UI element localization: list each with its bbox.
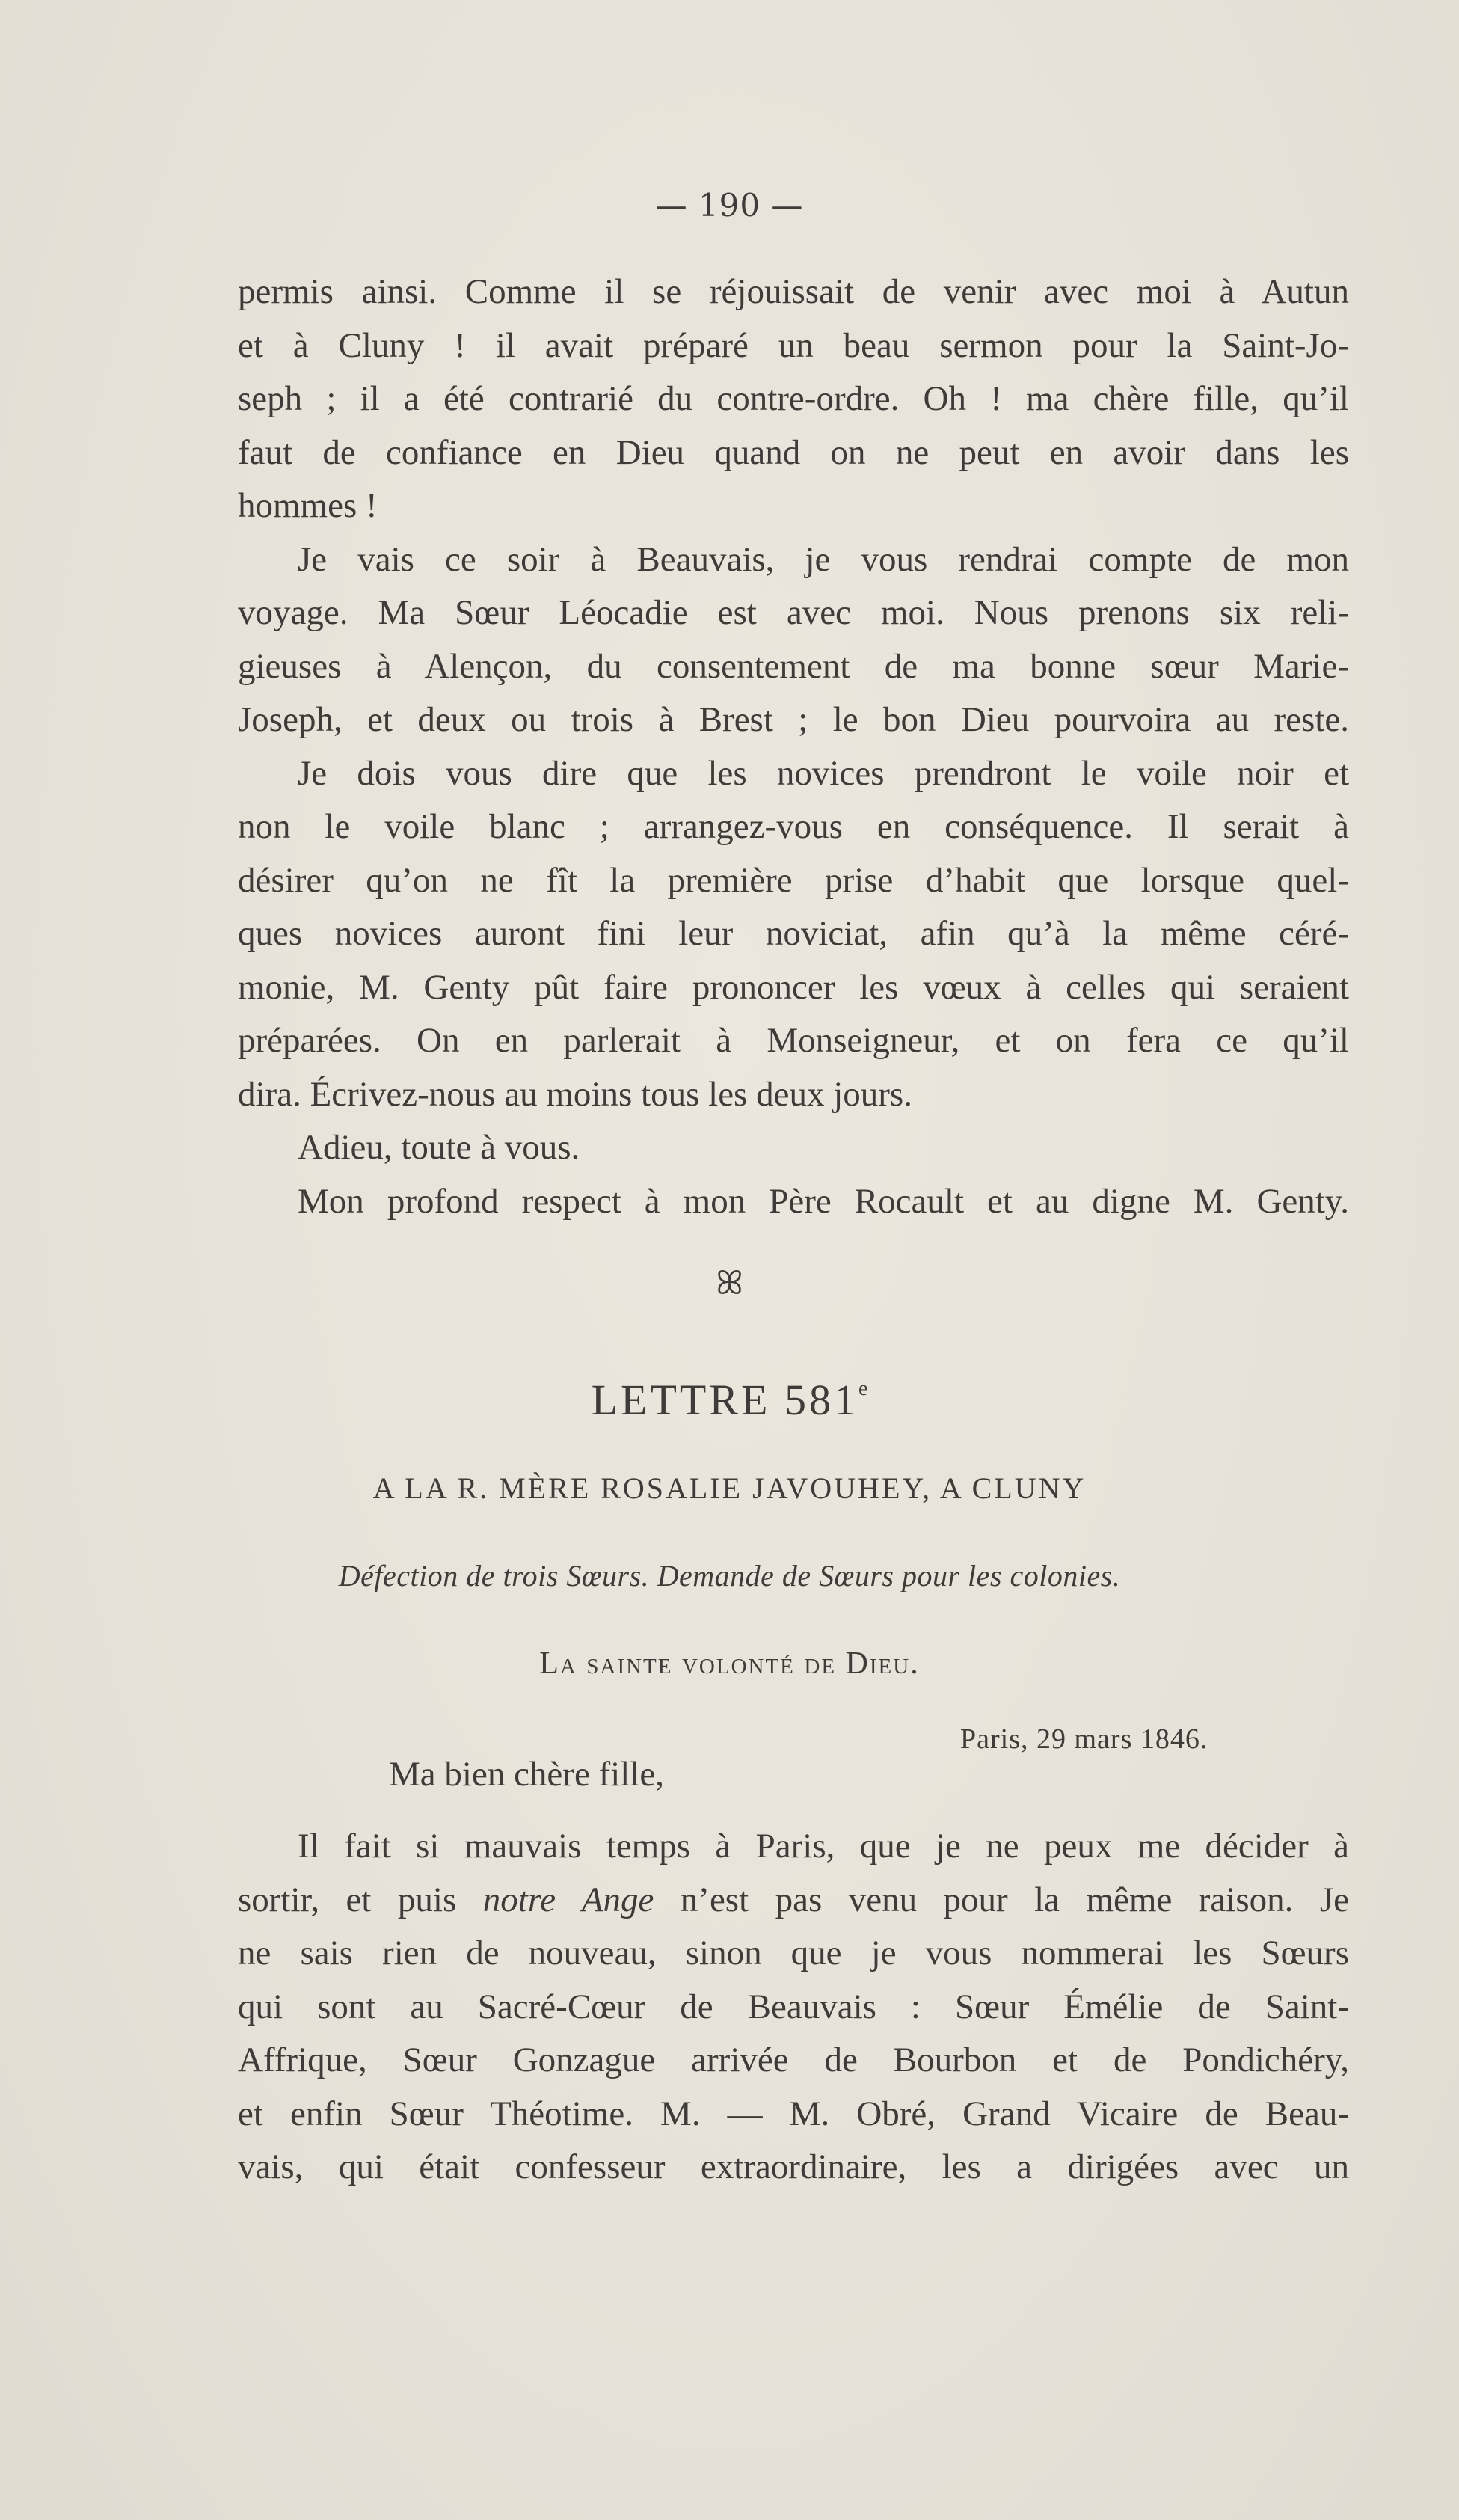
continued-letter-text (238, 266, 1349, 1228)
text-line: Mon profond respect à mon Père Rocault et au digne M. Genty. (298, 1181, 1349, 1221)
text-line-mixed (238, 1874, 1349, 1928)
text-line: non le voile blanc ; arrangez-vous en conséquence. Il serait à (238, 807, 1349, 846)
letter-title-text: LETTRE 581 (591, 1376, 858, 1424)
text-line: Je dois vous dire que les novices prendront le voile noir et (298, 753, 1349, 793)
fleuron-ornament-icon: ꕤ (716, 1264, 743, 1302)
text-line: seph ; il a été contrarié du contre-ordre. Oh ! ma chère fille, qu’il (238, 379, 1349, 418)
text-line: désirer qu’on ne fît la première prise d’habit que lorsque quel- (238, 860, 1349, 900)
text-line: faut de confiance en Dieu quand on ne peut en avoir dans les (238, 432, 1349, 472)
text-line: dira. Écrivez-nous au moins tous les deux jours. (238, 1074, 912, 1114)
text-fragment: n’est pas venu pour la même raison. Je (680, 1880, 1349, 1919)
text-line: voyage. Ma Sœur Léocadie est avec moi. Nous prenons six reli- (238, 593, 1349, 632)
text-line: Adieu, toute à vous. (298, 1128, 580, 1167)
text-line: et enfin Sœur Théotime. M. — M. Obré, Grand Vicaire de Beau- (238, 2094, 1349, 2133)
letter-title (0, 1375, 1459, 1425)
letter-salutation: Ma bien chère fille, (389, 1755, 664, 1794)
letter-title-superscript: e (858, 1377, 868, 1400)
text-line: qui sont au Sacré-Cœur de Beauvais : Sœur Émélie de Saint- (238, 1987, 1349, 2026)
letter-summary: Défection de trois Sœurs. Demande de Sœurs pour les colonies. (338, 1559, 1121, 1592)
text-line: ques novices auront fini leur noviciat, afin qu’à la même céré- (238, 914, 1349, 953)
text-line: Il fait si mauvais temps à Paris, que je ne peux me décider à (298, 1827, 1349, 1866)
text-line: vais, qui était confesseur extraordinaire, les a dirigées avec un (238, 2147, 1349, 2186)
text-line: Joseph, et deux ou trois à Brest ; le bon Dieu pourvoira au reste. (238, 700, 1349, 739)
letter-motto: La sainte volonté de Dieu. (539, 1646, 920, 1681)
text-line: permis ainsi. Comme il se réjouissait de venir avec moi à Autun (238, 272, 1349, 311)
text-line: gieuses à Alençon, du consentement de ma bonne sœur Marie- (238, 646, 1349, 686)
text-line: Affrique, Sœur Gonzague arrivée de Bourbon et de Pondichéry, (238, 2041, 1349, 2079)
letter-dateline: Paris, 29 mars 1846. (960, 1723, 1208, 1755)
text-line: monie, M. Genty pût faire prononcer les vœux à celles qui seraient (238, 967, 1349, 1007)
italic-phrase: notre Ange (482, 1880, 654, 1919)
text-line: et à Cluny ! il avait préparé un beau sermon pour la Saint-Jo- (238, 325, 1349, 365)
text-line: hommes ! (238, 486, 378, 525)
letter-body-text (238, 1820, 1349, 2195)
text-fragment: sortir, et puis (238, 1880, 457, 1919)
text-line: Je vais ce soir à Beauvais, je vous rendrai compte de mon (298, 539, 1349, 579)
text-line: préparées. On en parlerait à Monseigneur, et on fera ce qu’il (238, 1021, 1349, 1060)
page-number: — 190 — (655, 187, 804, 224)
text-line: ne sais rien de nouveau, sinon que je vous nommerai les Sœurs (238, 1934, 1349, 1972)
letter-addressee: A LA R. MÈRE ROSALIE JAVOUHEY, A CLUNY (372, 1471, 1087, 1505)
